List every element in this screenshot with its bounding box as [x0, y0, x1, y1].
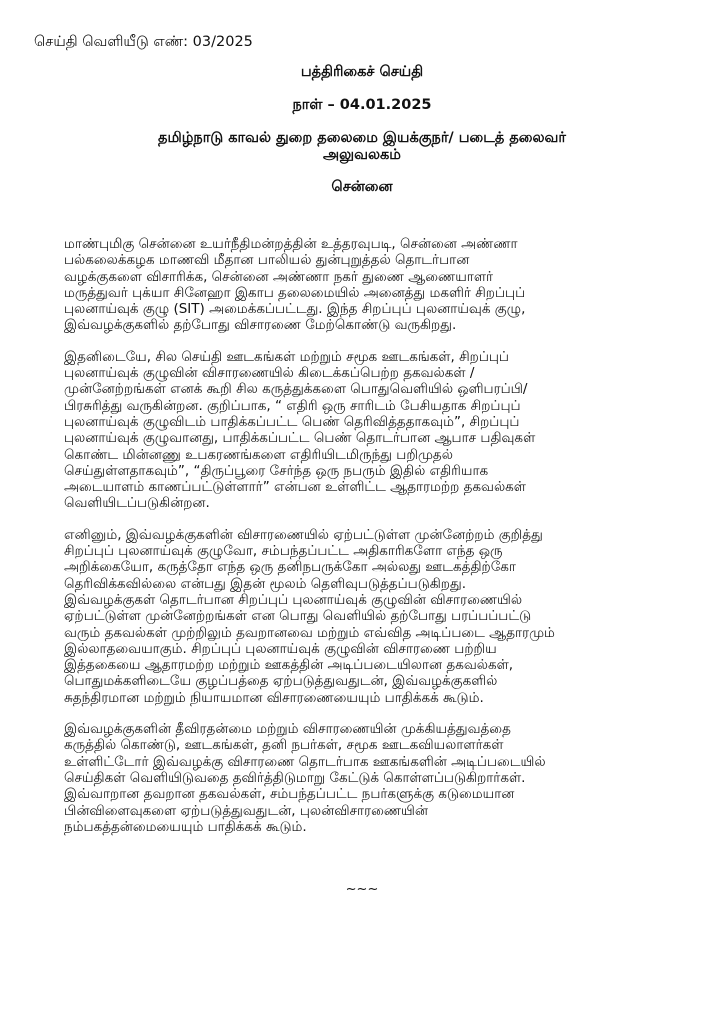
document-title: பத்திரிகைச் செய்தி	[300, 64, 424, 80]
end-mark: ~~~	[345, 882, 379, 897]
paragraph-line: சுதந்திரமான மற்றும் நியாயமான விசாரணையையும் பாதிக்கக் கூடும்.	[64, 689, 484, 706]
paragraph-line: செய்திகள் வெளியிடுவதை தவிர்த்திடுமாறு கேட்டுக் கொள்ளப்படுகிறார்கள்.	[64, 769, 526, 786]
body-paragraph	[64, 236, 724, 334]
paragraph-line: கொண்ட மின்னணு உபகரணங்களை எதிரியிடமிருந்து பறிமுதல்	[64, 446, 453, 463]
issuing-city: சென்னை	[331, 179, 393, 195]
paragraph-line: மாண்புமிகு சென்னை உயர்நீதிமன்றத்தின் உத்தரவுபடி, சென்னை அண்ணா	[64, 236, 518, 252]
paragraph-line: செய்துள்ளதாகவும்”, “திருப்பூரை சேர்ந்த ஒரு நபரும் இதில் எதிரியாக	[64, 462, 489, 479]
paragraph-line: புலனாய்வுக் குழுவானது, பாதிக்கப்பட்ட பெண் தொடர்பான ஆபாச பதிவுகள்	[64, 430, 536, 447]
issuing-office	[40, 130, 684, 164]
paragraph-line: இவ்வழக்குகளில் தற்போது விசாரணை மேற்கொண்டு வருகிறது.	[64, 317, 457, 334]
paragraph-line: கருத்தில் கொண்டு, ஊடகங்கள், தனி நபர்கள், சமூக ஊடகவியலாளர்கள்	[64, 737, 504, 754]
paragraph-line: புலனாய்வுக் குழுவின் விசாரணையில் கிடைக்கப்பெற்ற தகவல்கள் /	[64, 365, 475, 382]
issuing-office-line-2: அலுவலகம்	[323, 147, 401, 163]
issuing-office-line-1: தமிழ்நாடு காவல் துறை தலைமை இயக்குநர்/ படைத் தலைவர்	[158, 130, 566, 146]
release-body	[64, 236, 724, 850]
paragraph-line: இதனிடையே, சில செய்தி ஊடகங்கள் மற்றும் சமூக ஊடகங்கள், சிறப்புப்	[64, 348, 509, 365]
body-paragraph	[64, 527, 724, 706]
paragraph-line: மருத்துவர் புக்யா சினேஹா இகாப தலைமையில் அனைத்து மகளிர் சிறப்புப்	[64, 284, 526, 301]
paragraph-line: வழக்குகளை விசாரிக்க, சென்னை அண்ணா நகர் துணை ஆணையாளர்	[64, 268, 494, 285]
paragraph-line: ஏற்பட்டுள்ள முன்னேற்றங்கள் என பொது வெளியில் தற்போது பரப்பப்பட்டு	[64, 608, 532, 625]
paragraph-line: புலனாய்வுக் குழுவிடம் பாதிக்கப்பட்ட பெண் தெரிவித்ததாகவும்”, சிறப்புப்	[64, 413, 520, 430]
release-number: செய்தி வெளியீடு எண்: 03/2025	[34, 34, 253, 50]
paragraph-line: அறிக்கையோ, கருத்தோ எந்த ஒரு தனிநபருக்கோ அல்லது ஊடகத்திற்கோ	[64, 559, 516, 576]
paragraph-line: புலனாய்வுக் குழு (SIT) அமைக்கப்பட்டது. இந்த சிறப்புப் புலனாய்வுக் குழு,	[64, 301, 526, 318]
paragraph-line: இத்தகையை ஆதாரமற்ற மற்றும் ஊகத்தின் அடிப்படையிலான தகவல்கள்,	[64, 657, 514, 674]
paragraph-line: இவ்வாறான தவறான தகவல்கள், சம்பந்தப்பட்ட நபர்களுக்கு கடுமையான	[64, 786, 515, 803]
release-date: நாள் – 04.01.2025	[292, 97, 432, 113]
body-paragraph	[64, 349, 724, 512]
paragraph-line: வெளியிடப்படுகின்றன.	[64, 495, 210, 512]
paragraph-line: இவ்வழக்குகளின் தீவிரதன்மை மற்றும் விசாரணையின் முக்கியத்துவத்தை	[64, 721, 511, 738]
paragraph-line: முன்னேற்றங்கள் எனக் கூறி சில கருத்துக்களை பொதுவெளியில் ஒளிபரப்பி/	[64, 381, 528, 398]
paragraph-line: எனினும், இவ்வழக்குகளின் விசாரணையில் ஏற்பட்டுள்ள முன்னேற்றம் குறித்து	[64, 526, 543, 543]
paragraph-line: பிரசுரித்து வருகின்றன. குறிப்பாக, “ எதிரி ஒரு சாரிடம் பேசியதாக சிறப்புப்	[64, 397, 521, 414]
paragraph-line: பொதுமக்களிடையே குழப்பத்தை ஏற்படுத்துவதுடன், இவ்வழக்குகளில்	[64, 673, 498, 690]
paragraph-line: சிறப்புப் புலனாய்வுக் குழுவோ, சம்பந்தப்பட்ட அதிகாரிகளோ எந்த ஒரு	[64, 543, 503, 560]
paragraph-line: பல்கலைக்கழக மாணவி மீதான பாலியல் துன்புறுத்தல் தொடர்பான	[64, 252, 470, 269]
paragraph-line: தெரிவிக்கவில்லை என்பது இதன் மூலம் தெளிவுபடுத்தப்படுகிறது.	[64, 575, 466, 592]
paragraph-line: அடையாளம் காணப்பட்டுள்ளார்” என்பன உள்ளிட்ட ஆதாரமற்ற தகவல்கள்	[64, 479, 526, 496]
paragraph-line: உள்ளிட்டோர் இவ்வழக்கு விசாரணை தொடர்பாக ஊகங்களின் அடிப்படையில்	[64, 753, 546, 770]
body-paragraph	[64, 721, 724, 835]
paragraph-line: இல்லாதவையாகும். சிறப்புப் புலனாய்வுக் குழுவின் விசாரணை பற்றிய	[64, 640, 497, 657]
paragraph-line: நம்பகத்தன்மையையும் பாதிக்கக் கூடும்.	[64, 818, 307, 835]
paragraph-line: வரும் தகவல்கள் முற்றிலும் தவறானவை மற்றும் எவ்வித அடிப்படை ஆதாரமும்	[64, 624, 555, 641]
paragraph-line: இவ்வழக்குகள் தொடர்பான சிறப்புப் புலனாய்வுக் குழுவின் விசாரணையில்	[64, 591, 523, 608]
paragraph-line: பின்விளைவுகளை ஏற்படுத்துவதுடன், புலன்விசாரணையின்	[64, 802, 428, 819]
